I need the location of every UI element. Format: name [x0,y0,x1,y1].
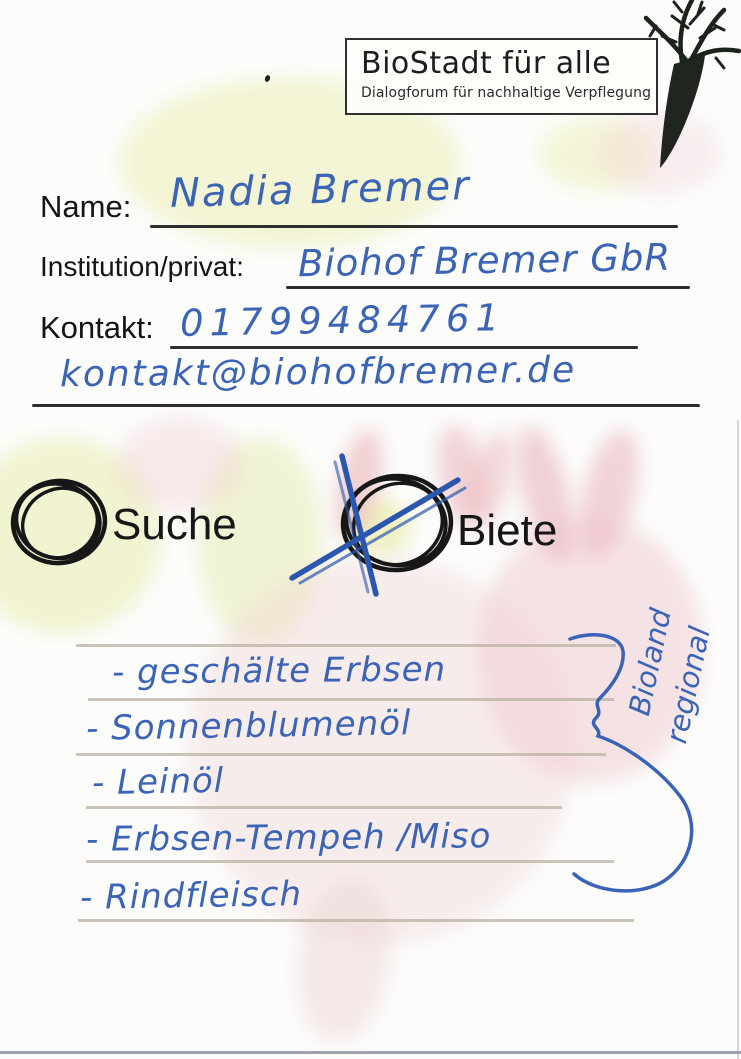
ruled-line [86,806,562,809]
ruled-line [78,919,634,922]
kontakt-underline [170,346,638,349]
scan-bottom-line [0,1051,741,1054]
ruled-line [88,698,614,701]
scan-edge-line [737,420,739,1059]
kontakt-value: 01799484761 [179,296,506,345]
logo-subtitle: Dialogforum für nachhaltige Verpflegung [361,85,652,101]
kontakt-label: Kontakt: [40,310,154,345]
list-item: - Rindfleisch [79,874,303,918]
list-item: - Leinöl [91,760,225,804]
institution-value: Biohof Bremer GbR [297,235,672,286]
institution-label: Institution/privat: [40,251,244,282]
name-value: Nadia Bremer [169,163,472,217]
option-biete-label: Biete [457,506,558,555]
ruled-line [76,753,606,756]
watercolor-blob [118,418,243,510]
email-underline [32,404,700,407]
ruled-line [76,644,616,647]
email-value: kontakt@biohofbremer.de [59,349,577,396]
annotation-bioland: Bioland [622,605,678,719]
list-item: - Erbsen-Tempeh /Miso [85,816,492,860]
blue-x-mark [280,442,485,607]
logo-title: BioStadt für alle [361,46,612,81]
institution-underline [286,286,690,289]
name-label: Name: [40,189,132,224]
option-suche-label: Suche [112,500,237,549]
annotation-regional: regional [659,623,717,747]
logo-box [345,38,658,115]
name-underline [150,225,678,228]
list-item: - geschälte Erbsen [111,649,447,693]
list-item: - Sonnenblumenöl [85,703,412,749]
suche-sketch-circle-icon [6,474,112,572]
ruled-line [86,860,614,863]
